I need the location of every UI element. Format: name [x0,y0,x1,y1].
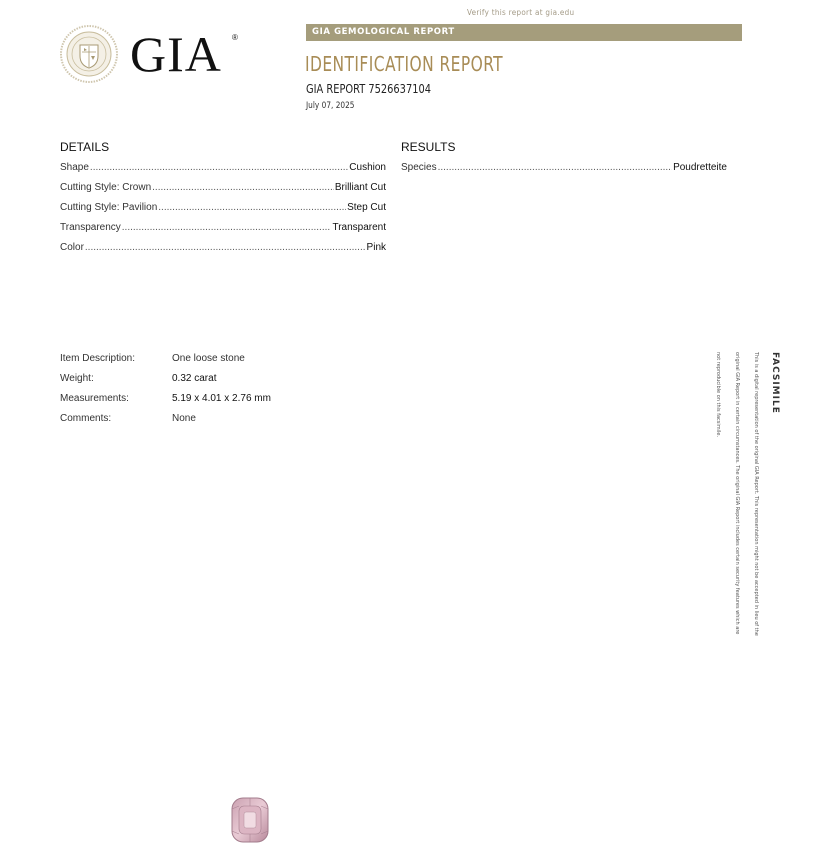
measurements-label: Measurements: [60,393,129,404]
details-label: Transparency [60,222,121,233]
results-value: Poudretteite [673,162,727,173]
leader-dots [438,162,672,173]
leader-dots [152,182,334,193]
details-label: Cutting Style: Crown [60,182,152,193]
gia-seal-icon [60,25,118,83]
leader-dots [85,242,366,253]
gia-logo [60,25,250,85]
item-description-value: One loose stone [172,353,245,364]
verify-link-text[interactable]: Verify this report at gia.edu [467,8,575,17]
report-type-label: GIA GEMOLOGICAL REPORT [312,27,455,37]
details-label: Cutting Style: Pavilion [60,202,158,213]
details-label: Shape [60,162,89,173]
gia-wordmark: GIA [130,26,222,82]
results-label: Species [401,162,437,173]
results-heading: RESULTS [401,140,456,154]
facsimile-notice [715,352,780,642]
report-title: IDENTIFICATION REPORT [305,52,504,76]
facsimile-title: FACSIMILE [770,352,780,414]
report-type-band [306,24,742,41]
details-label: Color [60,242,84,253]
comments-value: None [172,413,196,424]
item-description-label: Item Description: [60,353,136,364]
comments-label: Comments: [60,413,112,424]
facsimile-text: This is a digital representation of the original GIA Report. This representation might not be accepted in lieu of the original GIA Report in certain circumstances. The original GIA Report includes certain security features which are not reproducible on this facsimile. [715,352,759,636]
details-value: Transparent [332,222,386,233]
weight-label: Weight: [60,373,94,384]
details-value: Step Cut [347,202,386,213]
leader-dots [158,202,346,213]
details-row-transparency [60,222,386,236]
details-value: Brilliant Cut [334,182,386,193]
report-date: July 07, 2025 [306,101,355,111]
results-row-species [401,162,727,176]
leader-dots [90,162,348,173]
weight-value: 0.32 carat [172,373,217,384]
measurements-value: 5.19 x 4.01 x 2.76 mm [172,393,271,404]
cushion-gem-icon [231,797,269,843]
details-row-pavilion [60,202,386,216]
details-row-color [60,242,386,256]
details-value: Pink [366,242,386,253]
details-row-shape [60,162,386,176]
details-row-crown [60,182,386,196]
report-number: GIA REPORT 7526637104 [306,82,431,96]
details-value: Cushion [349,162,386,173]
details-heading: DETAILS [60,140,110,154]
leader-dots [122,222,332,233]
registered-mark: ® [232,33,238,42]
